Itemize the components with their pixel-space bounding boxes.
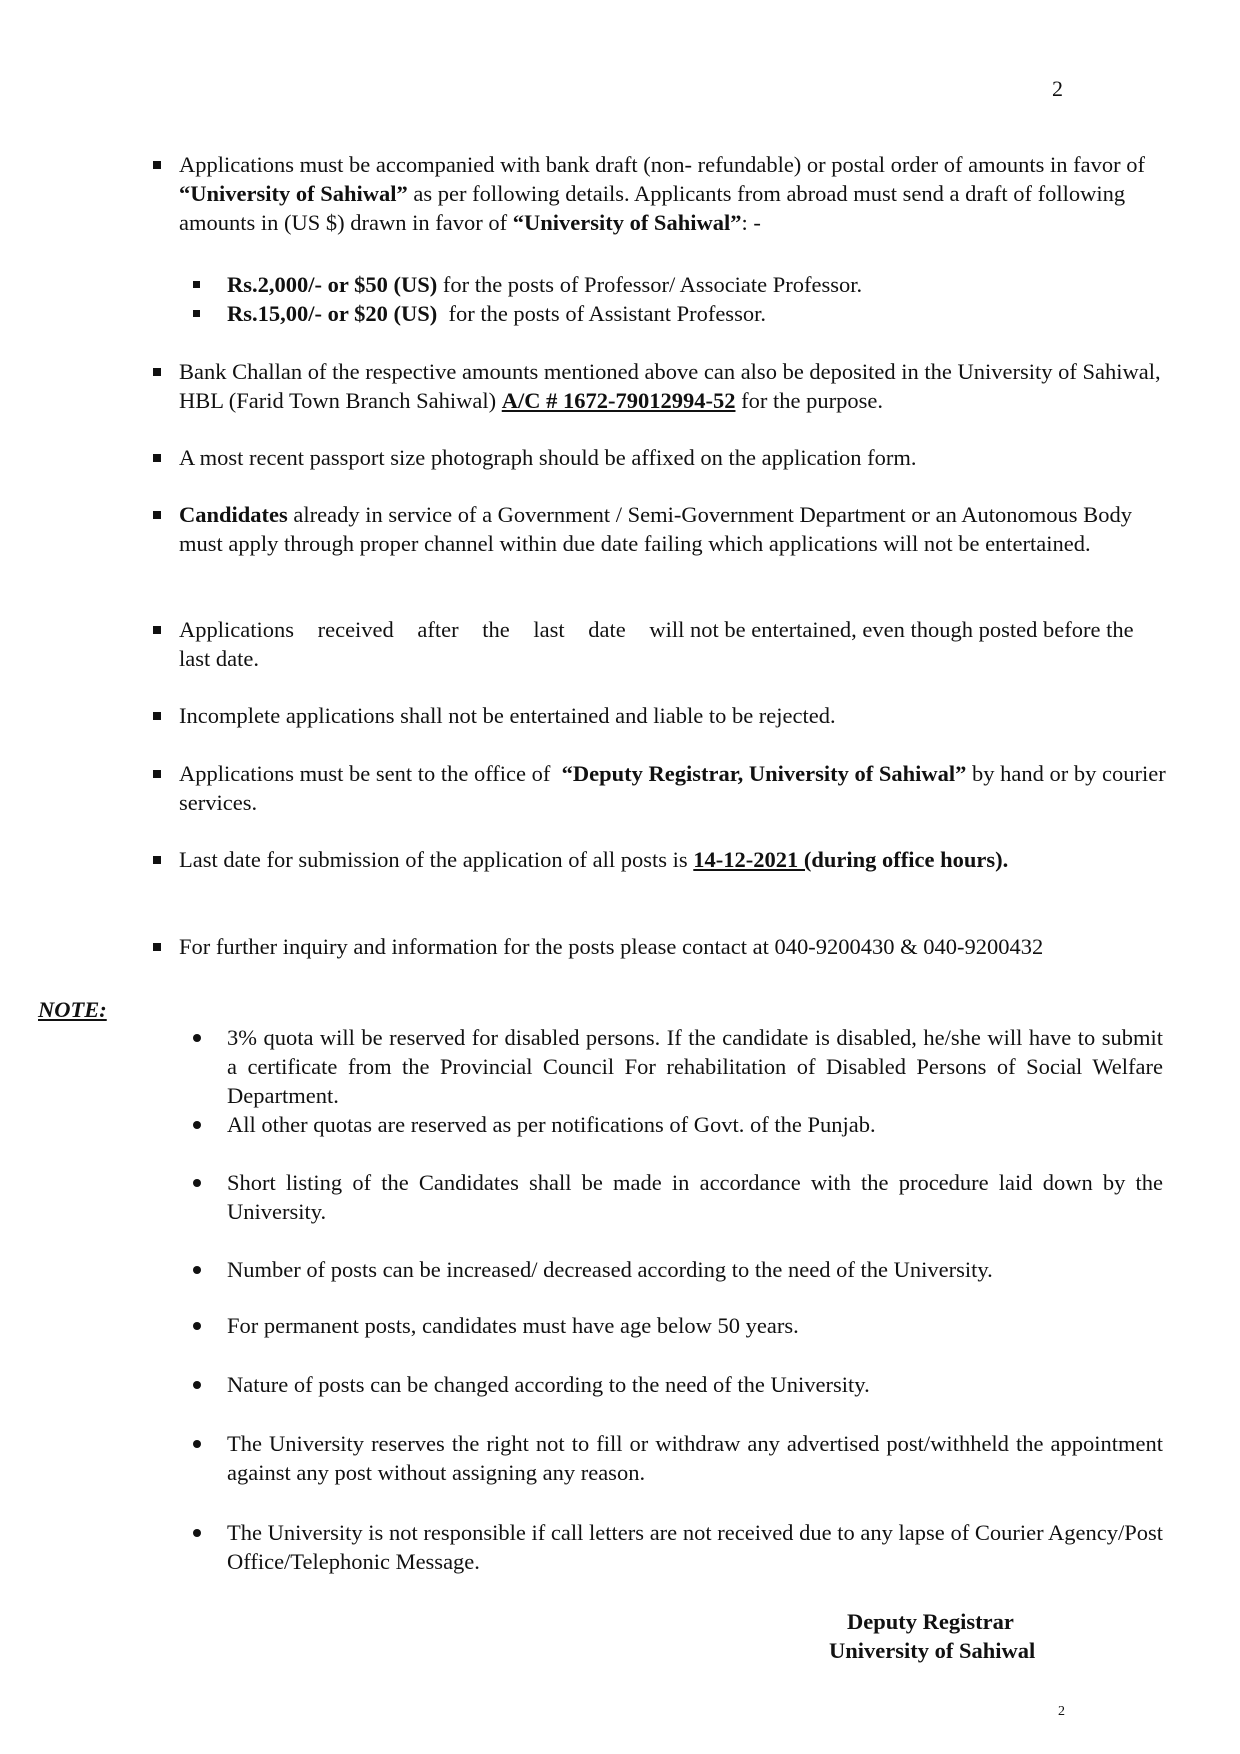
list-item-photograph: A most recent passport size photograph should be affixed on the application form. xyxy=(179,445,917,470)
round-bullet-icon xyxy=(193,1266,201,1274)
item-text: as per following details. Applicants from abroad must send a draft of following amounts in (US $) drawn in favor of xyxy=(179,181,1126,235)
round-bullet-icon xyxy=(193,1440,201,1448)
list-item-inquiry-contact: For further inquiry and information for the posts please contact at 040-9200430 & 040-9200432 xyxy=(179,934,1044,959)
fee-description: for the posts of Professor/ Associate Professor. xyxy=(437,272,863,297)
square-bullet-icon xyxy=(193,281,200,288)
round-bullet-icon xyxy=(193,1121,201,1129)
item-text: not be entertained, even though posted before the last date. xyxy=(179,617,1134,671)
university-name: “University of Sahiwal” xyxy=(512,210,742,235)
square-bullet-icon xyxy=(153,161,161,169)
list-item-send-applications xyxy=(179,759,1169,817)
fee-amount: Rs.2,000/- or $50 (US) xyxy=(227,272,438,297)
fee-item-assistant-professor xyxy=(227,299,1127,328)
university-name: “University of Sahiwal” xyxy=(179,181,408,206)
square-bullet-icon xyxy=(153,856,161,864)
note-item-age-limit: For permanent posts, candidates must have age below 50 years. xyxy=(227,1313,799,1338)
fee-description: for the posts of Assistant Professor. xyxy=(437,301,766,326)
fee-amount: Rs.15,00/- or $20 (US) xyxy=(227,301,438,326)
fee-item-professor xyxy=(227,270,1127,299)
note-heading: NOTE: xyxy=(38,997,107,1022)
item-text: Applications received after the last date will xyxy=(179,617,685,642)
office-hours: during office hours). xyxy=(811,847,1009,872)
square-bullet-icon xyxy=(153,770,161,778)
list-item-incomplete-applications: Incomplete applications shall not be entertained and liable to be rejected. xyxy=(179,703,836,728)
item-text: Applications must be sent to the office of xyxy=(179,761,562,786)
note-item-university-rights: The University reserves the right not to fill or withdraw any advertised post/withheld the appointment against any post without assigning any reason. xyxy=(227,1431,1163,1485)
item-text: already in service of a Government / Semi-Government Department or an Autonomous Body must apply through proper channel within due date failing which applications will not be entertained. xyxy=(179,502,1132,556)
footer-page-number: 2 xyxy=(1058,1704,1065,1719)
last-date: 14-12-2021 ( xyxy=(693,847,812,872)
note-item-other-quotas: All other quotas are reserved as per notifications of Govt. of the Punjab. xyxy=(227,1112,876,1137)
square-bullet-icon xyxy=(193,310,200,317)
item-text: by hand or by courier services. xyxy=(179,761,1166,815)
square-bullet-icon xyxy=(153,368,161,376)
list-item-bank-draft xyxy=(179,150,1169,237)
list-item-candidates-in-service xyxy=(179,500,1169,558)
item-text: for the purpose. xyxy=(735,388,883,413)
note-item-short-listing: Short listing of the Candidates shall be made in accordance with the procedure laid down by the University. xyxy=(227,1170,1163,1224)
note-item-call-letters: The University is not responsible if call letters are not received due to any lapse of Courier Agency/Post Office/Telephonic Message. xyxy=(227,1520,1163,1574)
square-bullet-icon xyxy=(153,511,161,519)
square-bullet-icon xyxy=(153,454,161,462)
square-bullet-icon xyxy=(153,712,161,720)
signature-title: Deputy Registrar xyxy=(847,1609,1014,1634)
candidates-label: Candidates xyxy=(179,502,288,527)
item-text: Bank Challan of the respective amounts mentioned above can also be deposited in the University of Sahiwal, HBL (Farid Town Branch Sahiwal) xyxy=(179,359,1161,413)
office-name: “Deputy Registrar, University of Sahiwal” xyxy=(561,761,967,786)
item-text: : - xyxy=(741,210,761,235)
list-item-bank-challan xyxy=(179,357,1169,415)
round-bullet-icon xyxy=(193,1529,201,1537)
round-bullet-icon xyxy=(193,1034,201,1042)
round-bullet-icon xyxy=(193,1322,201,1330)
square-bullet-icon xyxy=(153,943,161,951)
round-bullet-icon xyxy=(193,1179,201,1187)
round-bullet-icon xyxy=(193,1381,201,1389)
page-number: 2 xyxy=(1052,76,1063,101)
item-text: Last date for submission of the application of all posts is xyxy=(179,847,694,872)
list-item-last-date xyxy=(179,845,1169,874)
square-bullet-icon xyxy=(153,626,161,634)
item-text: Applications must be accompanied with bank draft (non- refundable) or postal order of amounts in favor of xyxy=(179,152,1145,177)
list-item-late-applications xyxy=(179,615,1169,673)
note-item-number-of-posts: Number of posts can be increased/ decreased according to the need of the University. xyxy=(227,1257,993,1282)
signature-organization: University of Sahiwal xyxy=(829,1638,1036,1663)
note-item-disabled-quota: 3% quota will be reserved for disabled persons. If the candidate is disabled, he/she will have to submit a certificate from the Provincial Council For rehabilitation of Disabled Persons of Social Welfare Department. xyxy=(227,1025,1163,1108)
note-item-nature-of-posts: Nature of posts can be changed according to the need of the University. xyxy=(227,1372,870,1397)
account-number: A/C # 1672-79012994-52 xyxy=(501,388,736,413)
